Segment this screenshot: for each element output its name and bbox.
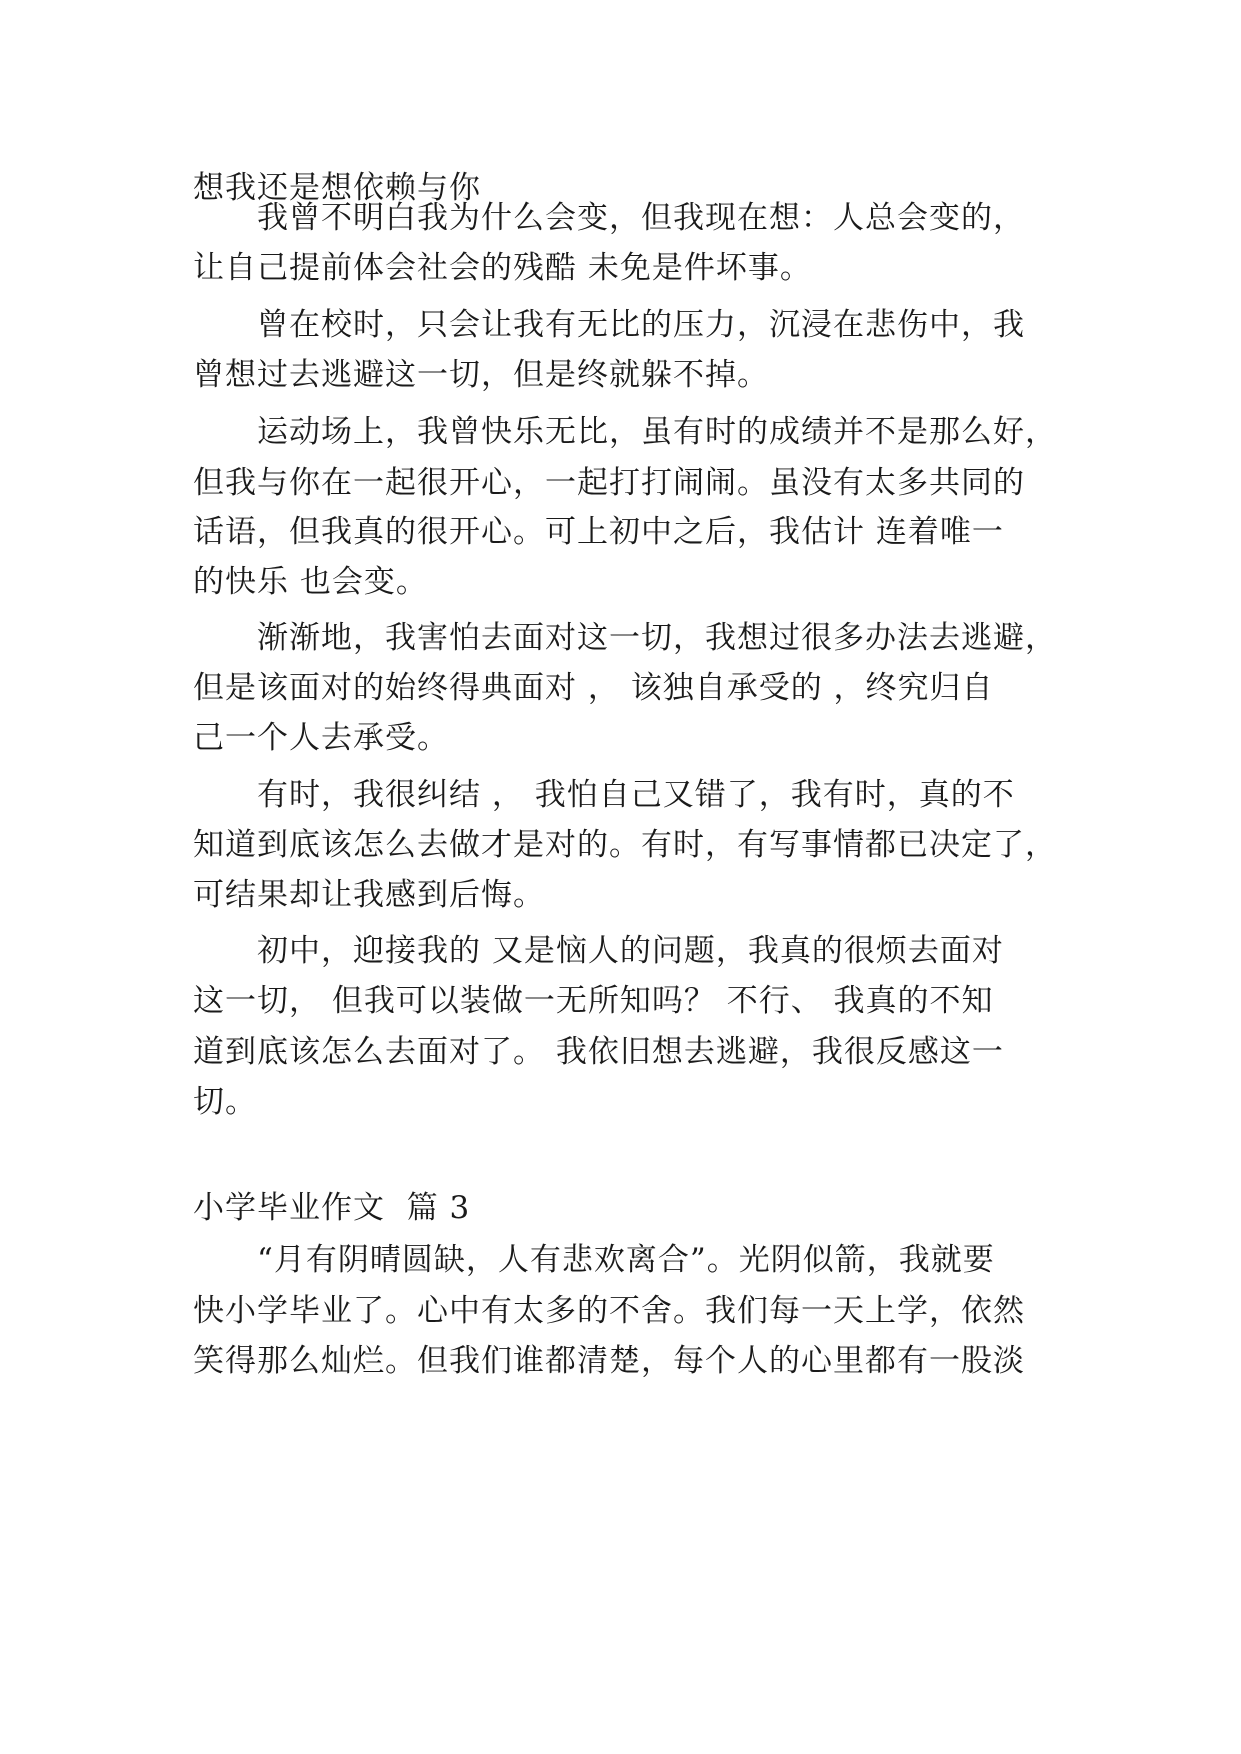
text-line: 初中，迎接我的 又是恼人的问题，我真的很烦去面对 (257, 933, 1004, 969)
text-line: 但是该面对的始终得典面对 ， 该独自承受的 ，终究归自 (193, 670, 994, 706)
text-line: 运动场上，我曾快乐无比，虽有时的成绩并不是那么好， (257, 414, 1057, 450)
text-line: 可结果却让我感到后悔。 (193, 877, 545, 913)
text-line: 快小学毕业了。心中有太多的不舍。我们每一天上学，依然 (193, 1293, 1025, 1329)
text-line: 话语，但我真的很开心。可上初中之后，我估计 连着唯一 (193, 514, 1004, 550)
text-line: 笑得那么灿烂。但我们谁都清楚，每个人的心里都有一股淡 (193, 1343, 1025, 1379)
text-line: 让自己提前体会社会的残酷 未免是件坏事。 (193, 250, 812, 286)
text-line: 渐渐地，我害怕去面对这一切，我想过很多办法去逃避， (257, 620, 1057, 656)
text-line: 但我与你在一起很开心，一起打打闹闹。虽没有太多共同的 (193, 465, 1025, 501)
section-heading: 小学毕业作文 篇 3 (193, 1190, 471, 1226)
text-line: 曾在校时，只会让我有无比的压力，沉浸在悲伤中，我 (257, 307, 1025, 343)
text-line: 我曾不明白我为什么会变，但我现在想：人总会变的， (257, 200, 1025, 236)
text-line: 这一切， 但我可以装做一无所知吗？ 不行、 我真的不知 (193, 983, 994, 1019)
text-line: 的快乐 也会变。 (193, 564, 428, 600)
text-line: 己一个人去承受。 (193, 720, 449, 756)
text-line: 有时，我很纠结 ， 我怕自己又错了，我有时，真的不 (257, 777, 1015, 813)
text-line: 切。 (193, 1084, 257, 1120)
text-line: 想我还是想依赖与你 (193, 170, 481, 206)
text-line: 知道到底该怎么去做才是对的。有时，有写事情都已决定了， (193, 827, 1057, 863)
text-line: “月有阴晴圆缺，人有悲欢离合”。光阴似箭，我就要 (257, 1242, 995, 1278)
text-line: 曾想过去逃避这一切，但是终就躲不掉。 (193, 357, 769, 393)
text-line: 道到底该怎么去面对了。 我依旧想去逃避，我很反感这一 (193, 1034, 1004, 1070)
